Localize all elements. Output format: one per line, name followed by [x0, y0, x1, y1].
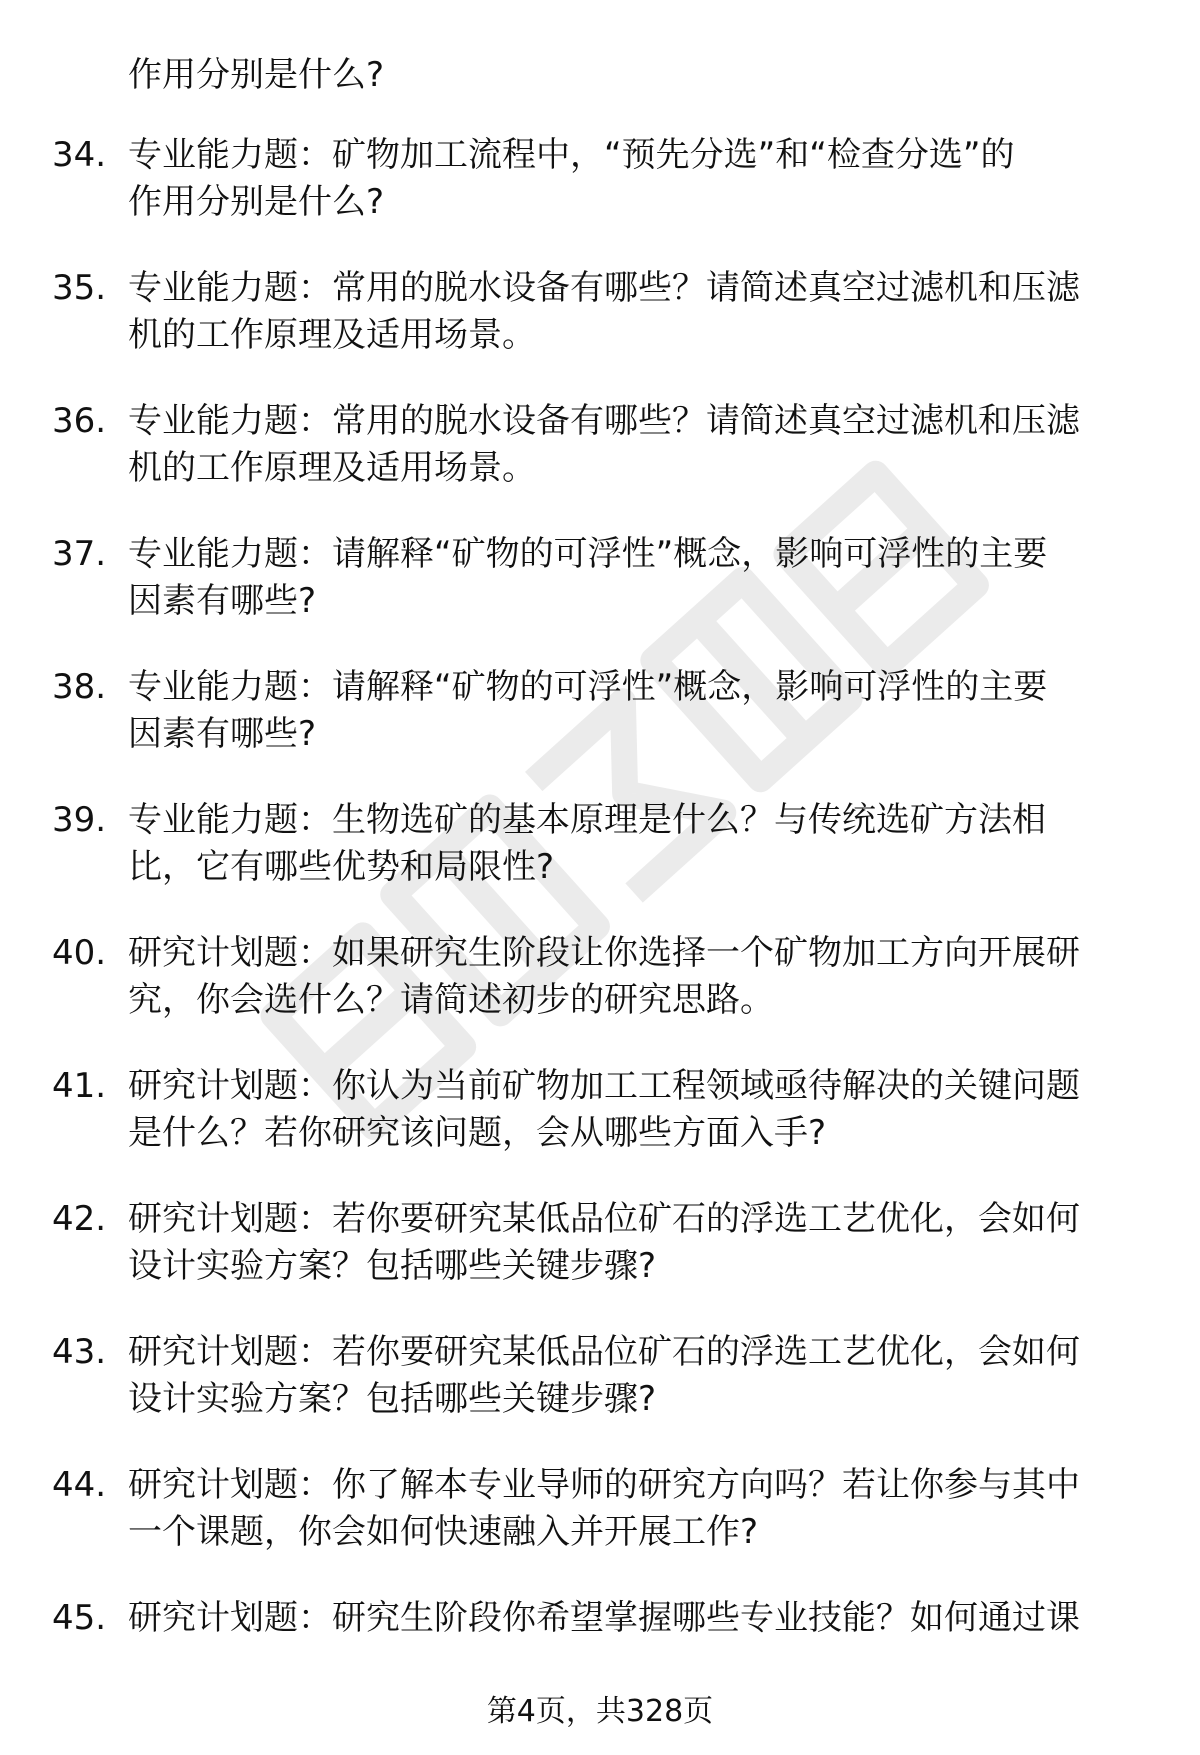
question-text-line: 专业能力题：矿物加工流程中，“预先分选”和“检查分选”的 — [128, 135, 1015, 175]
question-number: 34. — [52, 135, 107, 175]
question-text-line: 研究计划题：你认为当前矿物加工工程领域亟待解决的关键问题 — [128, 1066, 1080, 1106]
question-text-line: 专业能力题：请解释“矿物的可浮性”概念，影响可浮性的主要 — [128, 667, 1048, 707]
question-text-line: 研究计划题：研究生阶段你希望掌握哪些专业技能？如何通过课 — [128, 1598, 1080, 1638]
question-text-line: 专业能力题：常用的脱水设备有哪些？请简述真空过滤机和压滤 — [128, 268, 1080, 308]
page-number-footer: 第4页，共328页 — [486, 1694, 714, 1729]
question-number: 42. — [52, 1199, 107, 1239]
question-number: 35. — [52, 268, 107, 308]
question-text-line: 研究计划题：若你要研究某低品位矿石的浮选工艺优化，会如何 — [128, 1332, 1080, 1372]
list-item — [0, 130, 1200, 240]
list-item — [0, 1593, 1200, 1653]
question-text-line: 机的工作原理及适用场景。 — [128, 315, 536, 355]
question-number: 36. — [52, 401, 107, 441]
question-text-line: 专业能力题：生物选矿的基本原理是什么？与传统选矿方法相 — [128, 800, 1046, 840]
question-text-line: 因素有哪些? — [128, 581, 317, 621]
question-text-line: 比，它有哪些优势和局限性? — [128, 847, 555, 887]
question-text-line: 作用分别是什么? — [128, 182, 385, 222]
question-number: 45. — [52, 1598, 107, 1638]
question-text-line: 究，你会选什么？请简述初步的研究思路。 — [128, 980, 774, 1020]
question-text-line: 专业能力题：常用的脱水设备有哪些？请简述真空过滤机和压滤 — [128, 401, 1080, 441]
question-text-line: 研究计划题：若你要研究某低品位矿石的浮选工艺优化，会如何 — [128, 1199, 1080, 1239]
question-number: 37. — [52, 534, 107, 574]
question-number: 44. — [52, 1465, 107, 1505]
question-number: 39. — [52, 800, 107, 840]
list-item — [0, 529, 1200, 639]
question-number: 43. — [52, 1332, 107, 1372]
question-text-line: 专业能力题：请解释“矿物的可浮性”概念，影响可浮性的主要 — [128, 534, 1048, 574]
question-text-line: 一个课题，你会如何快速融入并开展工作? — [128, 1512, 759, 1552]
list-item — [0, 1327, 1200, 1437]
list-item — [0, 795, 1200, 905]
list-item — [0, 1061, 1200, 1171]
question-text-line: 研究计划题：你了解本专业导师的研究方向吗？若让你参与其中 — [128, 1465, 1080, 1505]
question-number: 41. — [52, 1066, 107, 1106]
list-item — [0, 928, 1200, 1038]
list-item — [0, 662, 1200, 772]
question-text-line: 因素有哪些? — [128, 714, 317, 754]
list-item — [0, 1460, 1200, 1570]
question-number: 40. — [52, 933, 107, 973]
question-text-line: 是什么？若你研究该问题，会从哪些方面入手? — [128, 1113, 827, 1153]
list-item — [0, 1194, 1200, 1304]
continued-question-text: 作用分别是什么? — [128, 55, 385, 95]
question-text-line: 设计实验方案？包括哪些关键步骤? — [128, 1379, 657, 1419]
question-text-line: 设计实验方案？包括哪些关键步骤? — [128, 1246, 657, 1286]
list-item — [0, 263, 1200, 373]
question-number: 38. — [52, 667, 107, 707]
list-item — [0, 396, 1200, 506]
question-text-line: 机的工作原理及适用场景。 — [128, 448, 536, 488]
question-text-line: 研究计划题：如果研究生阶段让你选择一个矿物加工方向开展研 — [128, 933, 1080, 973]
